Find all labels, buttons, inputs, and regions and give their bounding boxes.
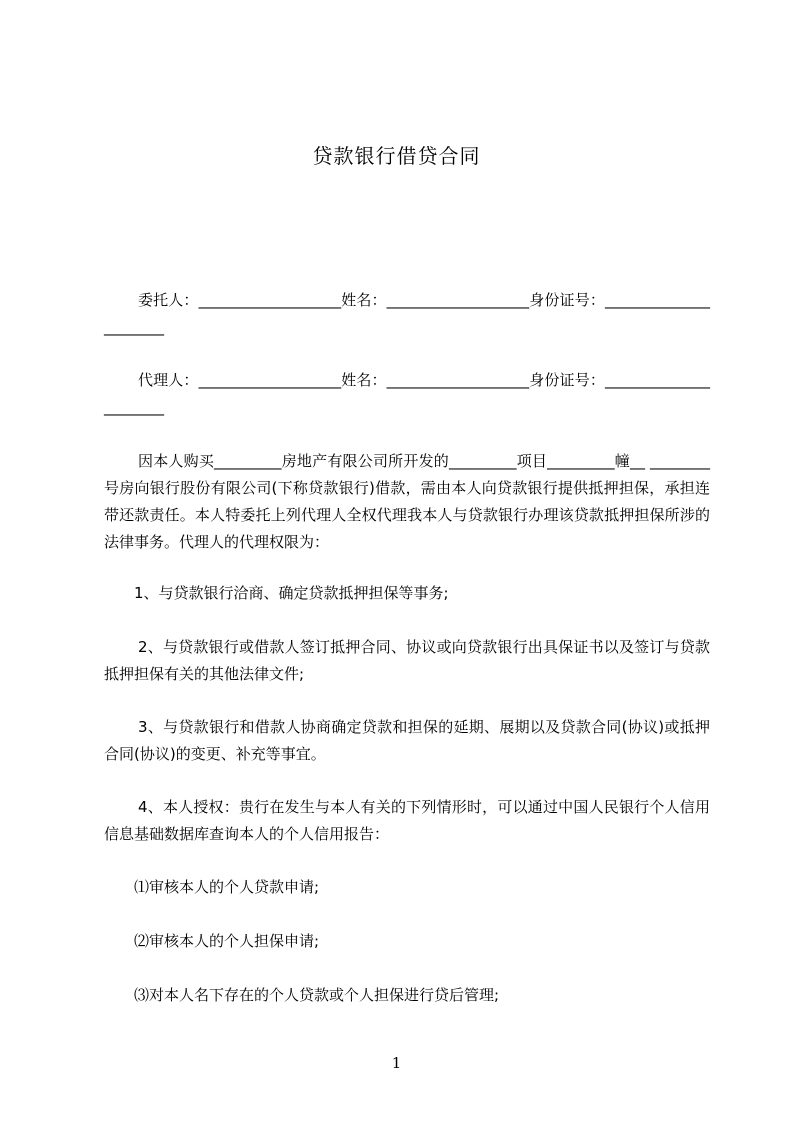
authority-item-4: 4、本人授权：贵行在发生与本人有关的下列情形时，可以通过中国人民银行个人信用信息基础数据库查询本人的个人信用报告： — [104, 798, 710, 843]
authority-item-3: 3、与贷款银行和借款人协商确定贷款和担保的延期、展期以及贷款合同(协议)或抵押合同(协议)的变更、补充等事宜。 — [104, 718, 710, 763]
agent-line: 代理人：___________________姓名：___________________身份证号：______________________ — [104, 371, 710, 416]
authority-item-1: 1、与贷款银行洽商、确定贷款抵押担保等事务; — [134, 584, 449, 602]
page-number: 1 — [391, 1054, 402, 1072]
sub-item-1: ⑴审核本人的个人贷款申请; — [134, 878, 320, 896]
principal-line: 委托人：___________________姓名：___________________身份证号：______________________ — [104, 291, 710, 336]
sub-item-3: ⑶对本人名下存在的个人贷款或个人担保进行贷后管理; — [134, 986, 500, 1004]
authority-item-2: 2、与贷款银行或借款人签订抵押合同、协议或向贷款银行出具保证书以及签订与贷款抵押担保有关的其他法律文件; — [104, 638, 710, 683]
intro-paragraph: 因本人购买_________房地产有限公司所开发的_________项目_________幢__ ________号房向银行股份有限公司(下称贷款银行)借款，需由本人向贷款银行提供抵押担保，承担连带还款责任。本人特委托上列代理人全权代理我本人与贷款银行办理该贷款抵押担保所涉的法律事务。代理人的代理权限为： — [104, 452, 710, 551]
sub-item-2: ⑵审核本人的个人担保申请; — [134, 932, 320, 950]
document-title: 贷款银行借贷合同 — [312, 144, 481, 168]
